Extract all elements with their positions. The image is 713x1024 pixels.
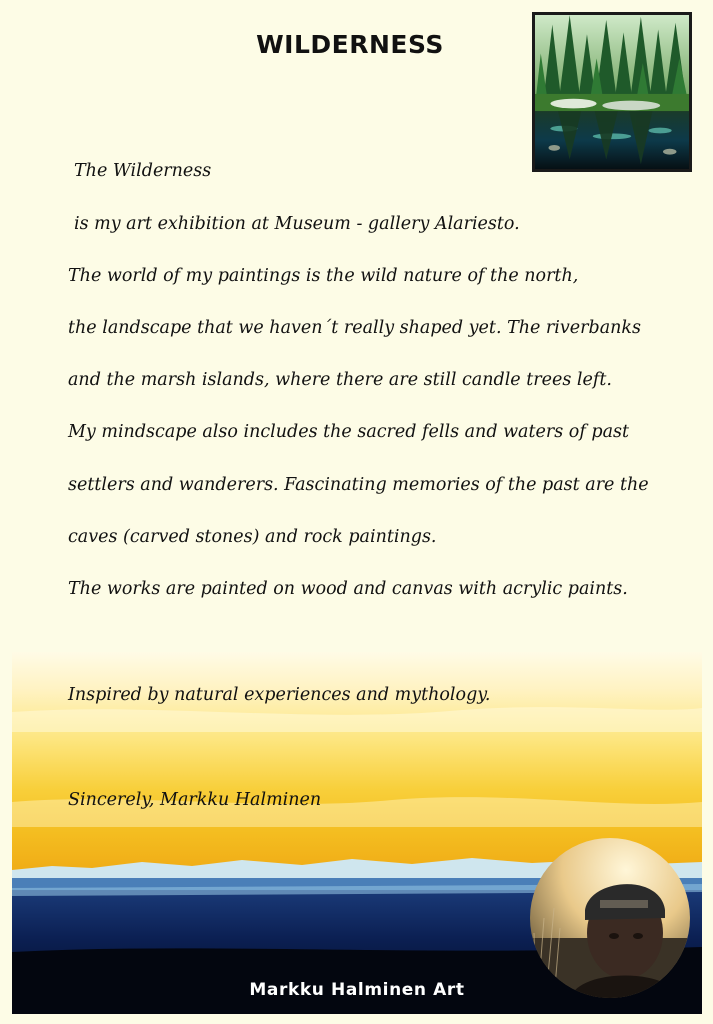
signoff-line: Sincerely, Markku Halminen xyxy=(68,790,322,810)
sunset-landscape-photo xyxy=(12,652,702,1014)
text-line: the landscape that we haven´t really shaped yet. The riverbanks xyxy=(68,318,641,338)
forest-lake-painting xyxy=(532,12,692,172)
text-line: The world of my paintings is the wild nature of the north, xyxy=(68,266,579,286)
page-title: WILDERNESS xyxy=(256,30,444,59)
text-line: is my art exhibition at Museum - gallery Alariesto. xyxy=(74,214,520,234)
text-line: The Wilderness xyxy=(74,161,212,181)
text-line: My mindscape also includes the sacred fells and waters of past xyxy=(68,422,630,442)
inspired-line: Inspired by natural experiences and mythology. xyxy=(68,685,491,705)
text-line: The works are painted on wood and canvas with acrylic paints. xyxy=(68,579,628,599)
text-line: settlers and wanderers. Fascinating memories of the past are the xyxy=(68,475,649,495)
artist-signature: Markku Halminen Art xyxy=(249,980,465,1000)
artist-portrait xyxy=(530,838,690,998)
text-line: and the marsh islands, where there are still candle trees left. xyxy=(68,370,612,390)
text-line: caves (carved stones) and rock paintings. xyxy=(68,527,437,547)
